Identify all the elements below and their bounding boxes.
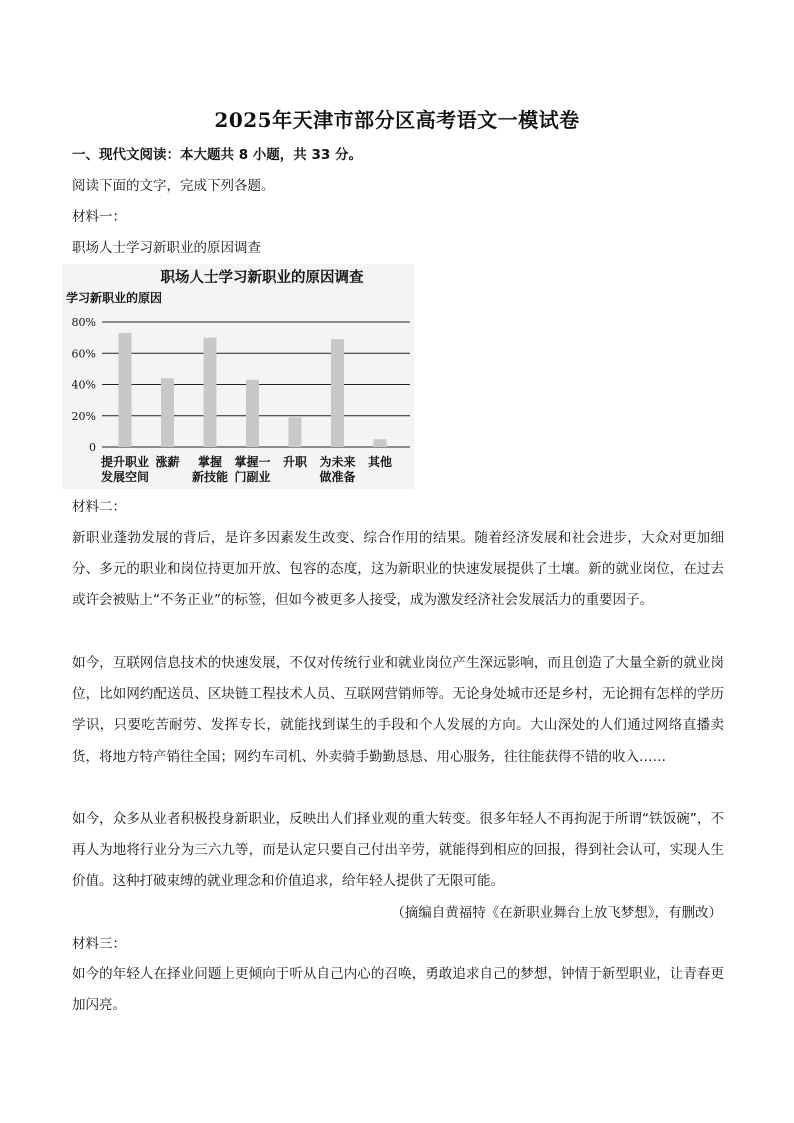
material2-paragraph-2	[72, 648, 724, 773]
section-heading: 一、现代文阅读：本大题共 8 小题，共 33 分。	[72, 147, 362, 163]
material2-label: 材料二：	[72, 499, 126, 515]
material2-paragraph-3	[72, 804, 724, 898]
material3-paragraph	[72, 959, 724, 1021]
material3-label: 材料三：	[72, 936, 126, 952]
bar	[331, 339, 344, 447]
bar-chart	[62, 264, 414, 489]
y-tick-label: 80%	[71, 316, 96, 329]
x-tick-label: 为未来	[319, 455, 356, 469]
paragraph-text: 如今，众多从业者积极投身新职业，反映出人们择业观的重大转变。很多年轻人不再拘泥于所谓“铁饭碗”，不再人为地将行业分为三六九等，而是认定只要自己付出辛劳，就能得到相应的回报，得到社会认可，实现人生价值。这种打破束缚的就业理念和价值追求，给年轻人提供了无限可能。	[72, 811, 724, 890]
bar	[161, 378, 174, 447]
material1-caption: 职场人士学习新职业的原因调查	[72, 240, 261, 256]
y-tick-label: 40%	[71, 378, 96, 392]
paragraph-text: 如今，互联网信息技术的快速发展，不仅对传统行业和就业岗位产生深远影响，而且创造了大量全新的就业岗位，比如网约配送员、区块链工程技术人员、互联网营销师等。无论身处城市还是乡村，无论拥有怎样的学历学识，只要吃苦耐劳、发挥专长，就能找到谋生的手段和个人发展的方向。大山深处的人们通过网络直播卖货，将地方特产销往全国；网约车司机、外卖骑手勤勤恳恳、用心服务，往往能获得不错的收入……	[72, 655, 724, 765]
x-tick-label: 掌握一	[234, 455, 271, 469]
x-tick-label: 掌握	[197, 455, 223, 469]
bar	[289, 417, 302, 447]
x-tick-label: 提升职业	[100, 455, 150, 469]
y-tick-label: 20%	[71, 409, 96, 423]
paragraph-text: 如今的年轻人在择业问题上更倾向于听从自己内心的召唤，勇敢追求自己的梦想，钟情于新型职业，让青春更加闪亮。	[72, 966, 724, 1014]
bar	[374, 439, 387, 447]
bar	[204, 338, 217, 447]
instruction-text: 阅读下面的文字，完成下列各题。	[72, 178, 275, 194]
page-title: 2025年天津市部分区高考语文一模试卷	[214, 108, 580, 132]
chart-title: 职场人士学习新职业的原因调查	[160, 269, 364, 286]
bar	[246, 380, 259, 447]
x-tick-label: 升职	[282, 455, 308, 469]
x-tick-label: 发展空间	[100, 470, 150, 484]
paragraph-text: 新职业蓬勃发展的背后，是许多因素发生改变、综合作用的结果。随着经济发展和社会进步，大众对更加细分、多元的职业和岗位持更加开放、包容的态度，这为新职业的快速发展提供了土壤。新的就业岗位，在过去或许会被贴上“不务正业”的标签，但如今被更多人接受，成为激发经济社会发展活力的重要因子。	[72, 530, 724, 609]
source-citation: （摘编自黄福特《在新职业舞台上放飞梦想》，有删改）	[391, 905, 722, 921]
bar-chart-svg	[62, 264, 414, 489]
bar	[119, 333, 132, 447]
x-tick-label: 做准备	[319, 470, 356, 484]
y-tick-label: 0	[89, 441, 96, 454]
x-tick-label: 涨薪	[155, 455, 180, 469]
material2-paragraph-1	[72, 523, 724, 617]
chart-ylabel: 学习新职业的原因	[66, 291, 163, 305]
x-tick-label: 门副业	[234, 470, 271, 484]
x-tick-label: 其他	[367, 455, 393, 469]
x-tick-label: 新技能	[191, 470, 229, 484]
material1-label: 材料一：	[72, 209, 126, 225]
y-tick-label: 60%	[71, 347, 96, 361]
